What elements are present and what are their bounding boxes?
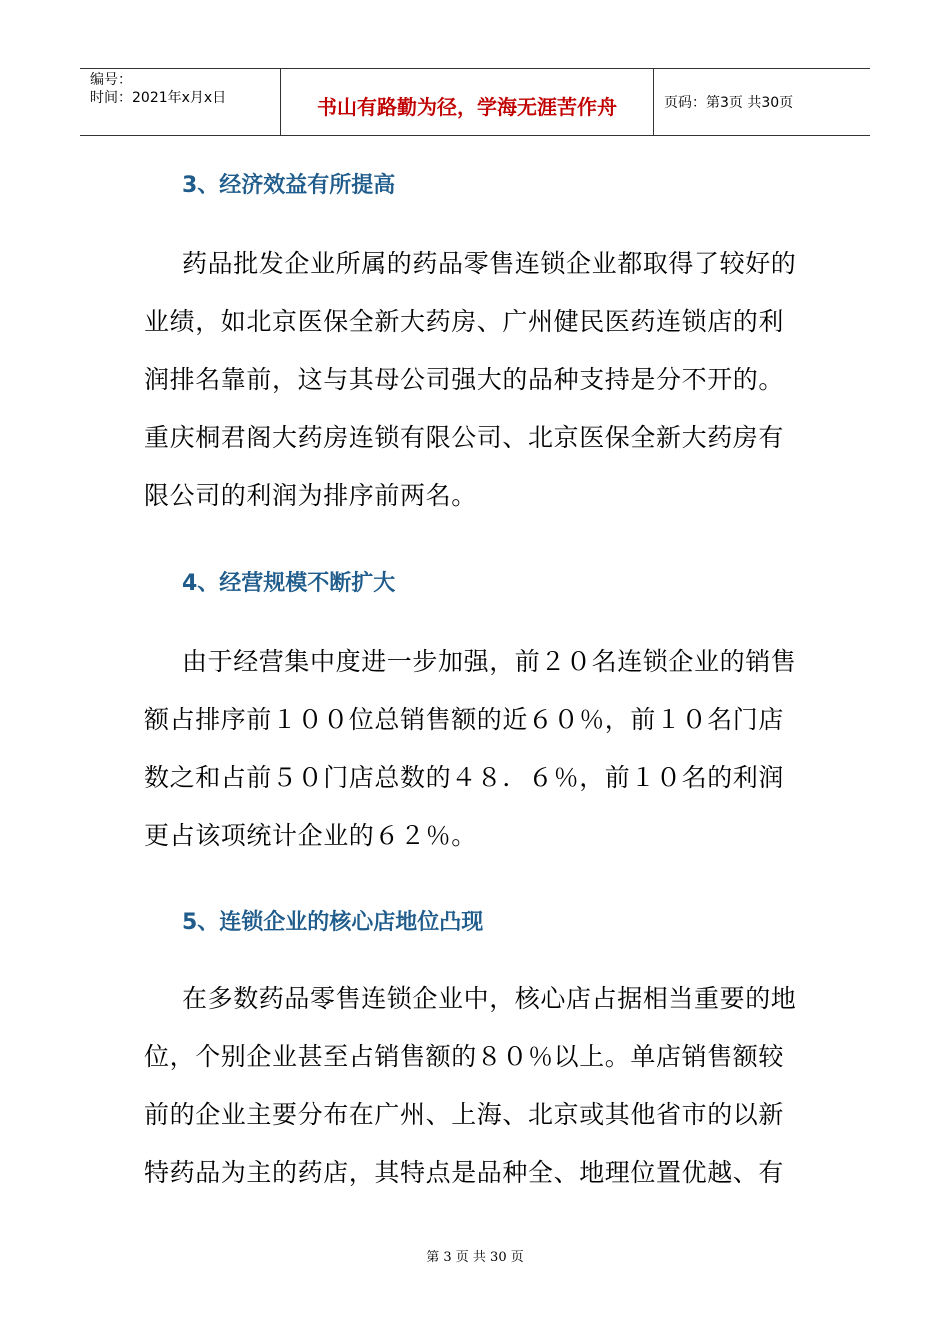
document-number-label: 编号： bbox=[90, 72, 132, 88]
section-paragraph-4: 由于经营集中度进一步加强，前２０名连锁企业的销售额占排序前１００位总销售额的近６０％，前１０名门店数之和占前５０门店总数的４８．６％，前１０名的利润更占该项统计企业的６２％。 bbox=[144, 647, 797, 850]
section-heading-3: 3、经济效益有所提高 bbox=[182, 173, 396, 198]
section-paragraph-3: 药品批发企业所属的药品零售连锁企业都取得了较好的业绩，如北京医保全新大药房、广州健民医药连锁店的利润排名靠前，这与其母公司强大的品种支持是分不开的。重庆桐君阁大药房连锁有限公司、北京医保全新大药房有限公司的利润为排序前两名。 bbox=[144, 249, 797, 510]
section-paragraph-5: 在多数药品零售连锁企业中，核心店占据相当重要的地位，个别企业甚至占销售额的８０％以上。单店销售额较前的企业主要分布在广州、上海、北京或其他省市的以新特药品为主的药店，其特点是品种全、地理位置优越、有 bbox=[144, 984, 797, 1187]
page-footer: 第 3 页 共 30 页 bbox=[426, 1250, 524, 1265]
document-date-label: 时间：2021年x月x日 bbox=[90, 90, 227, 106]
header-meta bbox=[80, 69, 281, 135]
section-heading-5: 5、连锁企业的核心店地位凸现 bbox=[182, 910, 484, 935]
header-motto: 书山有路勤为径，学海无涯苦作舟 bbox=[317, 94, 617, 119]
header-motto-cell bbox=[281, 69, 654, 135]
header-page-info-cell bbox=[664, 69, 870, 135]
section-heading-4: 4、经营规模不断扩大 bbox=[182, 571, 396, 596]
header-page-info: 页码：第3页 共30页 bbox=[664, 95, 794, 111]
page-header bbox=[80, 68, 870, 136]
